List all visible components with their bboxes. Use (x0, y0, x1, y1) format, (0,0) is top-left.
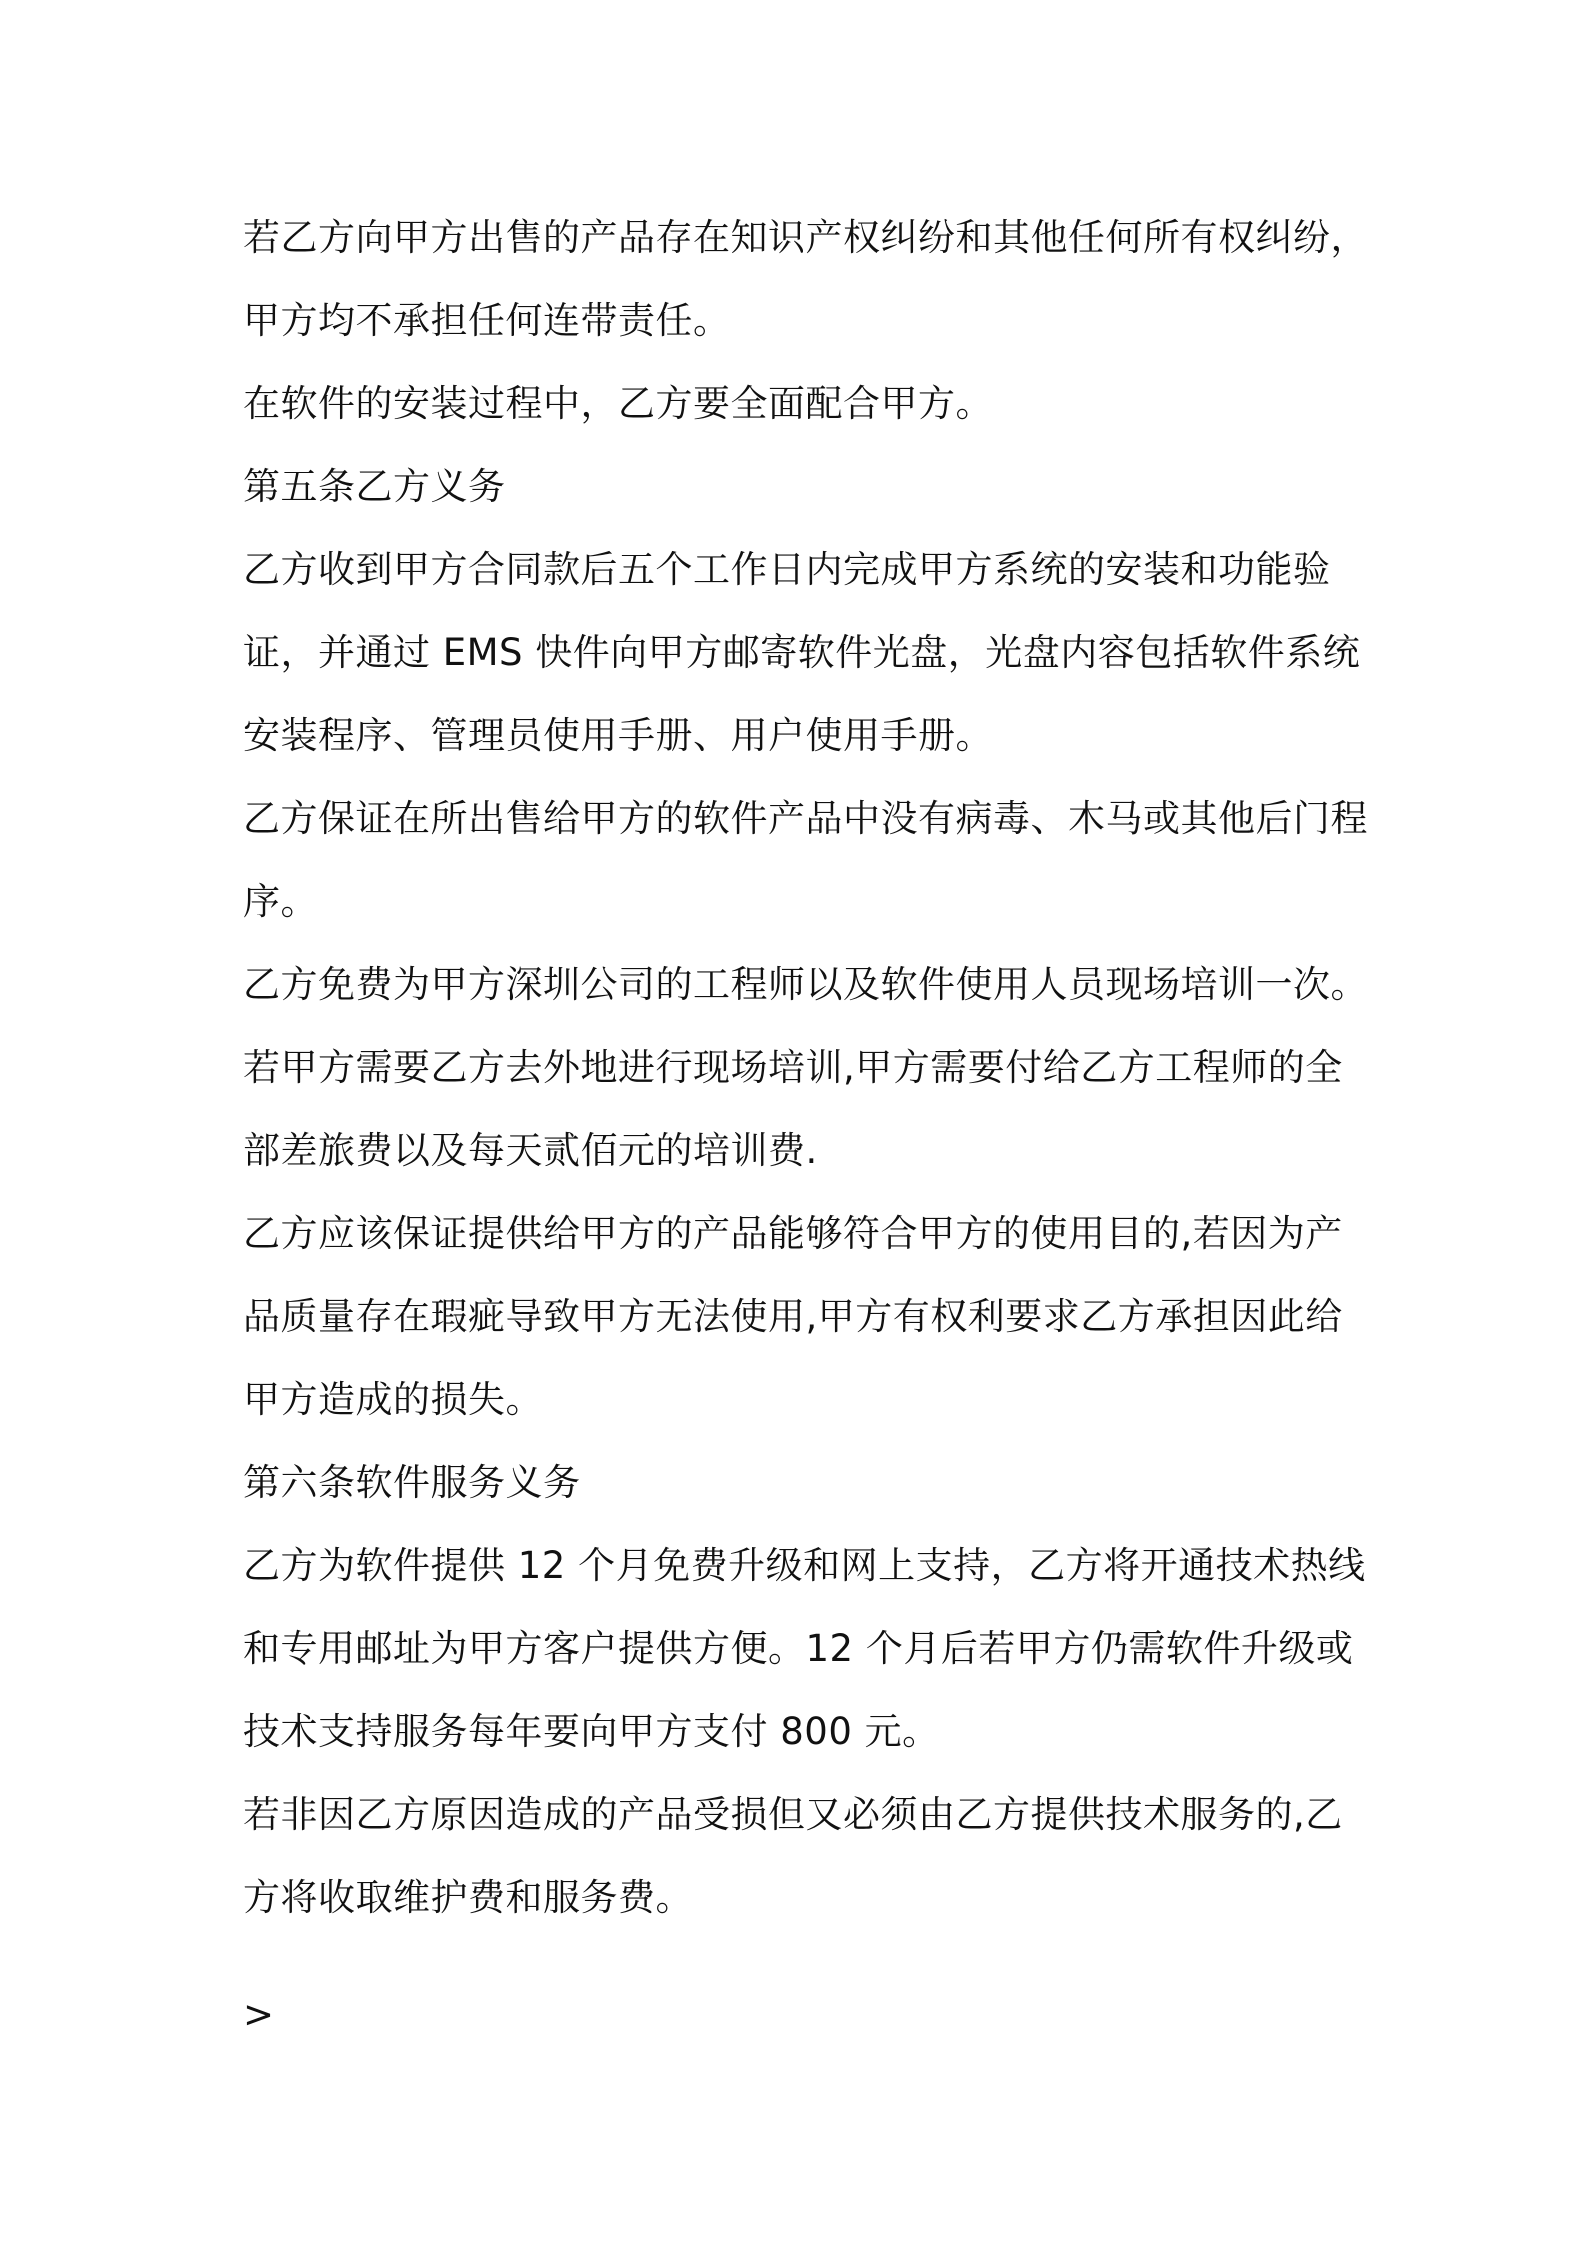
end-marker: > (243, 1993, 275, 2036)
section-heading-6: 第六条软件服务义务 (243, 1461, 581, 1504)
paragraph-line: 技术支持服务每年要向甲方支付 800 元。 (243, 1710, 940, 1753)
paragraph-line: 和专用邮址为甲方客户提供方便。12 个月后若甲方仍需软件升级或 (243, 1627, 1354, 1670)
paragraph-line: 安装程序、管理员使用手册、用户使用手册。 (243, 714, 993, 757)
paragraph-line: 证，并通过 EMS 快件向甲方邮寄软件光盘，光盘内容包括软件系统 (243, 631, 1361, 674)
paragraph-line: 乙方保证在所出售给甲方的软件产品中没有病毒、木马或其他后门程 (243, 797, 1368, 840)
paragraph-line: 若非因乙方原因造成的产品受损但又必须由乙方提供技术服务的,乙 (243, 1793, 1343, 1836)
paragraph-line: 部差旅费以及每天贰佰元的培训费. (243, 1129, 818, 1172)
paragraph-line: 乙方免费为甲方深圳公司的工程师以及软件使用人员现场培训一次。 (243, 963, 1368, 1006)
paragraph-line: 甲方造成的损失。 (243, 1378, 543, 1421)
paragraph-line: 品质量存在瑕疵导致甲方无法使用,甲方有权利要求乙方承担因此给 (243, 1295, 1343, 1338)
paragraph-line: 若乙方向甲方出售的产品存在知识产权纠纷和其他任何所有权纠纷， (243, 216, 1368, 259)
spacer (243, 1939, 1363, 1995)
paragraph-line: 乙方应该保证提供给甲方的产品能够符合甲方的使用目的,若因为产 (243, 1212, 1343, 1255)
paragraph-line: 乙方收到甲方合同款后五个工作日内完成甲方系统的安装和功能验 (243, 548, 1331, 591)
paragraph-line: 在软件的安装过程中，乙方要全面配合甲方。 (243, 382, 993, 425)
paragraph-line: 若甲方需要乙方去外地进行现场培训,甲方需要付给乙方工程师的全 (243, 1046, 1343, 1089)
paragraph-line: 序。 (243, 880, 318, 923)
paragraph-line: 乙方为软件提供 12 个月免费升级和网上支持，乙方将开通技术热线 (243, 1544, 1366, 1587)
document-page (243, 196, 1368, 2036)
paragraph-line: 方将收取维护费和服务费。 (243, 1876, 693, 1919)
paragraph-line: 甲方均不承担任何连带责任。 (243, 299, 731, 342)
section-heading-5: 第五条乙方义务 (243, 465, 506, 508)
